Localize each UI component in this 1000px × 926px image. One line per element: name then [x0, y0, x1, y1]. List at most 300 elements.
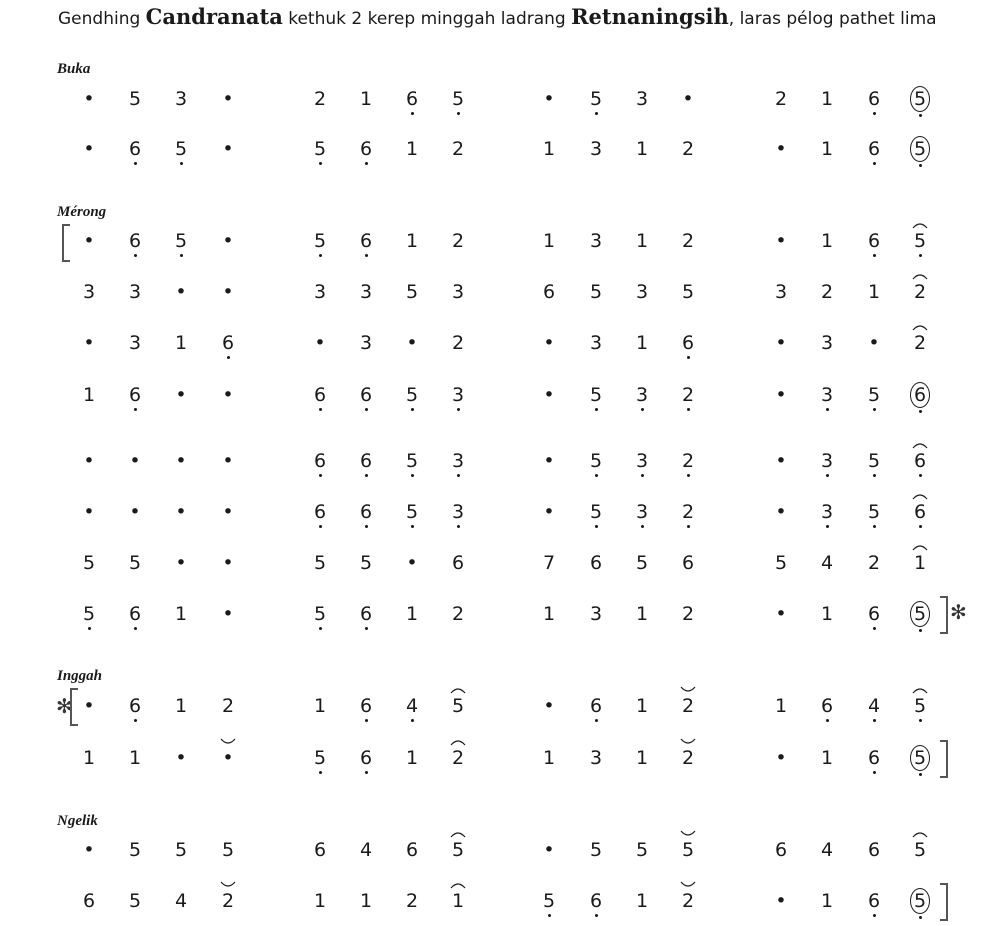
low-octave-dot: [919, 164, 922, 167]
notation-note: •: [775, 332, 787, 354]
notation-cell: [349, 325, 383, 361]
notation-cell: [395, 377, 429, 413]
notation-note: 5: [914, 232, 926, 251]
notation-note: 2: [681, 138, 695, 160]
notation-cell: [211, 377, 245, 413]
notation-note: •: [129, 450, 141, 472]
notation-note: 1: [174, 695, 188, 717]
notation-note: 3: [452, 386, 464, 405]
notation-cell: [810, 883, 844, 919]
notation-cell: [118, 81, 152, 117]
notation-note: 2: [682, 503, 694, 522]
notation-note: •: [222, 450, 234, 472]
notation-note: 5: [681, 281, 695, 303]
notation-note: 1: [452, 892, 464, 911]
notation-note: 2: [914, 334, 926, 353]
low-octave-dot: [826, 408, 829, 411]
low-octave-dot: [227, 356, 230, 359]
notation-cell: [532, 377, 566, 413]
notation-cell: [857, 81, 891, 117]
notation-note: 6: [360, 697, 372, 716]
notation-note: 2: [682, 749, 694, 768]
notation-note: 5: [128, 88, 142, 110]
notation-note: •: [543, 839, 555, 861]
notation-note: •: [775, 501, 787, 523]
notation-note: 3: [82, 281, 96, 303]
notation-note: 5: [406, 452, 418, 471]
low-octave-dot: [411, 112, 414, 115]
low-octave-dot: [687, 356, 690, 359]
notation-cell: [625, 832, 659, 868]
notation-row: [0, 223, 1000, 259]
notation-cell: [579, 274, 613, 310]
notation-cell: [764, 596, 798, 632]
notation-cell: [441, 223, 475, 259]
notation-cell: [857, 325, 891, 361]
low-octave-dot: [919, 254, 922, 257]
notation-cell: [903, 832, 937, 868]
notation-note: 2: [313, 88, 327, 110]
notation-note: 1: [405, 230, 419, 252]
notation-cell: [671, 688, 705, 724]
notation-cell: [395, 81, 429, 117]
low-octave-dot: [826, 525, 829, 528]
notation-cell: [671, 883, 705, 919]
star-marker: ✻: [950, 600, 967, 624]
notation-note: 6: [914, 452, 926, 471]
low-octave-dot: [595, 474, 598, 477]
notation-cell: [303, 883, 337, 919]
notation-cell: [72, 223, 106, 259]
notation-cell: [532, 596, 566, 632]
notation-note: 5: [589, 839, 603, 861]
notation-note: •: [83, 450, 95, 472]
notation-cell: [349, 883, 383, 919]
notation-cell: [625, 740, 659, 776]
notation-note: 3: [359, 281, 373, 303]
notation-cell: [857, 740, 891, 776]
low-octave-dot: [919, 773, 922, 776]
notation-note: 3: [359, 332, 373, 354]
notation-cell: [72, 596, 106, 632]
notation-cell: [349, 81, 383, 117]
notation-cell: [303, 131, 337, 167]
notation-cell: [903, 377, 937, 413]
notation-note: •: [222, 138, 234, 160]
notation-note: 1: [820, 138, 834, 160]
notation-note: •: [129, 501, 141, 523]
notation-cell: [810, 325, 844, 361]
notation-cell: [903, 81, 937, 117]
notation-note: 6: [360, 503, 372, 522]
notation-note: •: [83, 695, 95, 717]
notation-note: •: [222, 281, 234, 303]
notation-cell: [441, 443, 475, 479]
notation-note: 1: [405, 138, 419, 160]
notation-cell: [303, 740, 337, 776]
notation-note: 6: [682, 334, 694, 353]
notation-note: •: [222, 501, 234, 523]
notation-cell: [671, 131, 705, 167]
notation-cell: [810, 596, 844, 632]
notation-cell: [625, 596, 659, 632]
notation-cell: [303, 596, 337, 632]
notation-cell: [441, 545, 475, 581]
notation-cell: [72, 494, 106, 530]
notation-cell: [441, 325, 475, 361]
notation-cell: [671, 223, 705, 259]
notation-note: 3: [589, 603, 603, 625]
low-octave-dot: [641, 525, 644, 528]
notation-cell: [532, 325, 566, 361]
notation-cell: [903, 545, 937, 581]
notation-note: 6: [360, 452, 372, 471]
notation-cell: [532, 81, 566, 117]
notation-cell: [671, 274, 705, 310]
notation-note: 2: [914, 283, 926, 302]
notation-cell: [72, 832, 106, 868]
notation-cell: [532, 545, 566, 581]
low-octave-dot: [873, 719, 876, 722]
notation-note: 1: [82, 747, 96, 769]
notation-cell: [625, 223, 659, 259]
notation-cell: [395, 443, 429, 479]
notation-note: 5: [175, 232, 187, 251]
notation-cell: [857, 545, 891, 581]
notation-note: 5: [452, 697, 464, 716]
notation-cell: [579, 740, 613, 776]
notation-cell: [164, 596, 198, 632]
notation-cell: [764, 545, 798, 581]
notation-cell: [118, 740, 152, 776]
notation-note: 1: [82, 384, 96, 406]
notation-cell: [857, 883, 891, 919]
notation-cell: [903, 688, 937, 724]
notation-cell: [72, 443, 106, 479]
notation-row: [0, 740, 1000, 776]
notation-note: •: [543, 384, 555, 406]
notation-cell: [395, 325, 429, 361]
notation-note: 2: [682, 697, 694, 716]
low-octave-dot: [595, 112, 598, 115]
notation-cell: [211, 325, 245, 361]
notation-note: •: [868, 332, 880, 354]
notation-note: •: [175, 552, 187, 574]
notation-note: 3: [452, 503, 464, 522]
repeat-close-bracket: [940, 740, 948, 778]
notation-note: 6: [129, 232, 141, 251]
notation-row: [0, 596, 1000, 632]
notation-cell: [764, 223, 798, 259]
notation-note: 5: [914, 841, 926, 860]
notation-note: 5: [313, 552, 327, 574]
notation-cell: [395, 688, 429, 724]
notation-note: 5: [589, 281, 603, 303]
notation-cell: [441, 81, 475, 117]
notation-row: [0, 832, 1000, 868]
notation-note: 6: [82, 890, 96, 912]
notation-note: •: [222, 749, 233, 768]
low-octave-dot: [919, 114, 922, 117]
low-octave-dot: [134, 408, 137, 411]
notation-cell: [211, 545, 245, 581]
low-octave-dot: [365, 408, 368, 411]
notation-note: 6: [129, 140, 141, 159]
notation-note: 1: [635, 332, 649, 354]
kenong-arc-mark: [680, 830, 696, 838]
notation-cell: [810, 81, 844, 117]
notation-cell: [349, 274, 383, 310]
notation-note: 1: [542, 230, 556, 252]
notation-cell: [810, 832, 844, 868]
notation-note: •: [175, 747, 187, 769]
notation-cell: [118, 274, 152, 310]
notation-note: 1: [635, 695, 649, 717]
notation-note: 2: [867, 552, 881, 574]
notation-note: 5: [314, 749, 326, 768]
notation-cell: [810, 545, 844, 581]
notation-cell: [164, 832, 198, 868]
notation-cell: [579, 596, 613, 632]
notation-note: 3: [451, 281, 465, 303]
notation-note: 3: [821, 503, 833, 522]
notation-note: 5: [314, 140, 326, 159]
notation-cell: [72, 81, 106, 117]
repeat-close-bracket: [940, 883, 948, 921]
notation-cell: [903, 131, 937, 167]
notation-cell: [903, 443, 937, 479]
notation-note: •: [175, 384, 187, 406]
notation-note: 2: [820, 281, 834, 303]
gong-arc-mark: [912, 830, 928, 838]
notation-cell: [72, 883, 106, 919]
notation-note: 6: [910, 382, 930, 408]
notation-note: 5: [406, 503, 418, 522]
notation-cell: [625, 688, 659, 724]
notation-cell: [625, 494, 659, 530]
notation-note: 2: [452, 749, 464, 768]
notation-cell: [395, 740, 429, 776]
notation-cell: [857, 274, 891, 310]
notation-cell: [118, 443, 152, 479]
low-octave-dot: [919, 629, 922, 632]
notation-cell: [579, 223, 613, 259]
notation-cell: [211, 274, 245, 310]
notation-cell: [671, 81, 705, 117]
notation-cell: [164, 223, 198, 259]
notation-note: 2: [682, 386, 694, 405]
notation-note: 7: [542, 552, 556, 574]
notation-note: 3: [774, 281, 788, 303]
ladrang-name: Retnaningsih: [571, 4, 729, 29]
notation-cell: [164, 131, 198, 167]
notation-note: •: [222, 88, 234, 110]
notation-note: •: [543, 88, 555, 110]
notation-note: 5: [128, 890, 142, 912]
notation-cell: [395, 274, 429, 310]
low-octave-dot: [641, 474, 644, 477]
notation-cell: [72, 740, 106, 776]
notation-cell: [211, 223, 245, 259]
low-octave-dot: [873, 162, 876, 165]
notation-cell: [395, 832, 429, 868]
notation-note: 6: [590, 697, 602, 716]
notation-note: 5: [359, 552, 373, 574]
notation-cell: [625, 81, 659, 117]
notation-note: 3: [635, 88, 649, 110]
notation-cell: [764, 443, 798, 479]
notation-note: 3: [589, 230, 603, 252]
notation-cell: [118, 545, 152, 581]
notation-cell: [303, 325, 337, 361]
notation-note: •: [222, 384, 234, 406]
notation-note: •: [83, 138, 95, 160]
notation-cell: [164, 325, 198, 361]
low-octave-dot: [319, 408, 322, 411]
low-octave-dot: [411, 525, 414, 528]
notation-cell: [118, 494, 152, 530]
notation-cell: [118, 832, 152, 868]
repeat-open-bracket: [62, 224, 70, 262]
notation-note: •: [83, 839, 95, 861]
kenong-arc-mark: [680, 686, 696, 694]
low-octave-dot: [457, 408, 460, 411]
gong-arc-mark: [912, 543, 928, 551]
low-octave-dot: [180, 162, 183, 165]
notation-cell: [671, 545, 705, 581]
notation-note: 1: [635, 747, 649, 769]
kenong-arc-mark: [220, 881, 236, 889]
low-octave-dot: [134, 719, 137, 722]
notation-cell: [72, 131, 106, 167]
notation-cell: [441, 377, 475, 413]
low-octave-dot: [457, 112, 460, 115]
notation-note: 5: [128, 552, 142, 574]
notation-cell: [857, 832, 891, 868]
notation-cell: [532, 443, 566, 479]
notation-cell: [671, 832, 705, 868]
notation-cell: [118, 377, 152, 413]
notation-note: 6: [360, 386, 372, 405]
gong-arc-mark: [912, 686, 928, 694]
notation-note: •: [775, 603, 787, 625]
section-label-inggah: Inggah: [57, 668, 103, 684]
low-octave-dot: [919, 719, 922, 722]
notation-note: 5: [910, 86, 930, 112]
notation-note: 3: [589, 747, 603, 769]
notation-note: 4: [174, 890, 188, 912]
notation-note: 1: [867, 281, 881, 303]
notation-cell: [764, 494, 798, 530]
low-octave-dot: [365, 525, 368, 528]
notation-cell: [810, 443, 844, 479]
notation-cell: [764, 81, 798, 117]
notation-cell: [532, 274, 566, 310]
notation-cell: [118, 883, 152, 919]
notation-cell: [303, 81, 337, 117]
notation-cell: [532, 883, 566, 919]
notation-note: 1: [359, 890, 373, 912]
notation-note: •: [83, 230, 95, 252]
notation-row: [0, 81, 1000, 117]
notation-cell: [164, 377, 198, 413]
notation-cell: [579, 494, 613, 530]
notation-note: 6: [774, 839, 788, 861]
notation-note: 5: [452, 841, 464, 860]
notation-note: •: [406, 332, 418, 354]
low-octave-dot: [134, 627, 137, 630]
low-octave-dot: [411, 474, 414, 477]
notation-note: 6: [867, 839, 881, 861]
notation-note: 1: [635, 890, 649, 912]
notation-cell: [118, 325, 152, 361]
notation-cell: [903, 223, 937, 259]
notation-cell: [118, 131, 152, 167]
notation-cell: [857, 688, 891, 724]
notation-note: 1: [635, 138, 649, 160]
notation-cell: [303, 377, 337, 413]
kenong-arc-mark: [680, 881, 696, 889]
notation-note: 5: [774, 552, 788, 574]
notation-note: 1: [542, 138, 556, 160]
notation-note: •: [175, 501, 187, 523]
notation-note: •: [775, 450, 787, 472]
notation-cell: [118, 688, 152, 724]
low-octave-dot: [365, 474, 368, 477]
low-octave-dot: [457, 525, 460, 528]
notation-cell: [303, 274, 337, 310]
notation-note: •: [775, 384, 787, 406]
notation-note: •: [682, 88, 694, 110]
notation-note: 5: [868, 452, 880, 471]
notation-cell: [532, 494, 566, 530]
gong-arc-mark: [450, 881, 466, 889]
notation-note: 6: [314, 452, 326, 471]
notation-note: 6: [868, 749, 880, 768]
notation-note: 5: [590, 452, 602, 471]
kenong-arc-mark: [220, 738, 236, 746]
low-octave-dot: [319, 627, 322, 630]
notation-cell: [211, 131, 245, 167]
notation-note: 5: [128, 839, 142, 861]
notation-cell: [532, 131, 566, 167]
low-octave-dot: [319, 525, 322, 528]
notation-note: 6: [451, 552, 465, 574]
notation-cell: [764, 883, 798, 919]
notation-cell: [303, 494, 337, 530]
notation-note: 6: [589, 552, 603, 574]
notation-cell: [303, 223, 337, 259]
notation-note: 5: [174, 839, 188, 861]
notation-cell: [671, 740, 705, 776]
low-octave-dot: [641, 408, 644, 411]
notation-note: •: [222, 552, 234, 574]
notation-note: 4: [820, 839, 834, 861]
notation-cell: [349, 494, 383, 530]
notation-cell: [625, 443, 659, 479]
notation-note: 4: [868, 697, 880, 716]
notation-cell: [164, 443, 198, 479]
notation-cell: [441, 832, 475, 868]
low-octave-dot: [919, 525, 922, 528]
notation-cell: [764, 325, 798, 361]
notation-note: 6: [129, 697, 141, 716]
notation-cell: [303, 832, 337, 868]
notation-cell: [671, 596, 705, 632]
notation-cell: [625, 131, 659, 167]
notation-note: 1: [820, 88, 834, 110]
low-octave-dot: [873, 474, 876, 477]
